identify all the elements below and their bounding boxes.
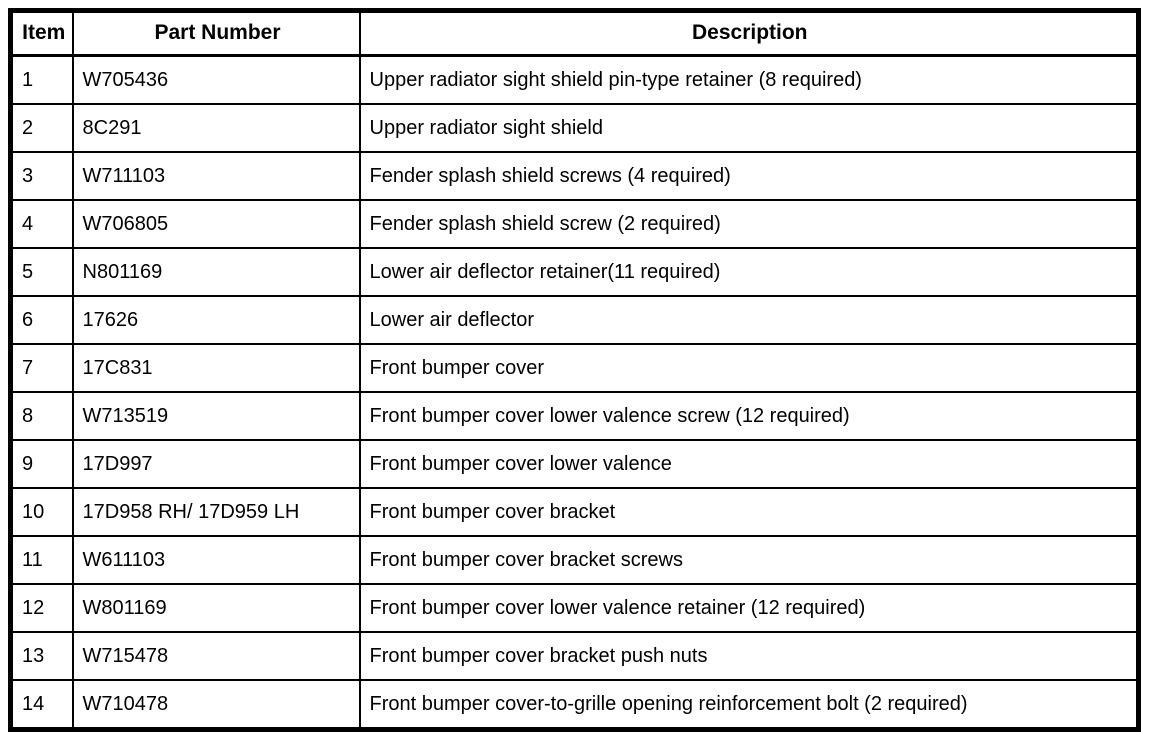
table-row xyxy=(11,248,1139,296)
cell-item: 5 xyxy=(11,248,73,296)
cell-part-number: 17D997 xyxy=(73,440,360,488)
cell-item: 11 xyxy=(11,536,73,584)
cell-description: Front bumper cover bracket screws xyxy=(360,536,1139,584)
cell-part-number: W713519 xyxy=(73,392,360,440)
cell-description: Fender splash shield screws (4 required) xyxy=(360,152,1139,200)
header-description: Description xyxy=(360,11,1139,56)
cell-description: Front bumper cover lower valence xyxy=(360,440,1139,488)
cell-item: 1 xyxy=(11,56,73,105)
cell-description: Lower air deflector xyxy=(360,296,1139,344)
table-row xyxy=(11,632,1139,680)
cell-part-number: W711103 xyxy=(73,152,360,200)
cell-item: 8 xyxy=(11,392,73,440)
cell-description: Fender splash shield screw (2 required) xyxy=(360,200,1139,248)
cell-part-number: W801169 xyxy=(73,584,360,632)
cell-part-number: W715478 xyxy=(73,632,360,680)
cell-part-number: W705436 xyxy=(73,56,360,105)
cell-item: 3 xyxy=(11,152,73,200)
cell-description: Front bumper cover bracket xyxy=(360,488,1139,536)
header-row xyxy=(11,11,1139,56)
cell-item: 10 xyxy=(11,488,73,536)
table-row xyxy=(11,440,1139,488)
table-row xyxy=(11,104,1139,152)
table-row xyxy=(11,344,1139,392)
cell-part-number: W611103 xyxy=(73,536,360,584)
cell-description: Front bumper cover bracket push nuts xyxy=(360,632,1139,680)
table-row xyxy=(11,56,1139,105)
header-item: Item xyxy=(11,11,73,56)
cell-part-number: 17626 xyxy=(73,296,360,344)
cell-item: 9 xyxy=(11,440,73,488)
table-row xyxy=(11,296,1139,344)
cell-description: Front bumper cover xyxy=(360,344,1139,392)
cell-item: 12 xyxy=(11,584,73,632)
cell-description: Front bumper cover lower valence screw (12 required) xyxy=(360,392,1139,440)
table-row xyxy=(11,392,1139,440)
cell-part-number: W710478 xyxy=(73,680,360,730)
cell-item: 2 xyxy=(11,104,73,152)
table-header xyxy=(11,11,1139,56)
cell-item: 4 xyxy=(11,200,73,248)
header-part-number: Part Number xyxy=(73,11,360,56)
table-row xyxy=(11,152,1139,200)
table-row xyxy=(11,584,1139,632)
cell-item: 7 xyxy=(11,344,73,392)
table-body xyxy=(11,56,1139,730)
cell-description: Upper radiator sight shield xyxy=(360,104,1139,152)
table-row xyxy=(11,680,1139,730)
cell-item: 13 xyxy=(11,632,73,680)
cell-item: 14 xyxy=(11,680,73,730)
table-row xyxy=(11,200,1139,248)
cell-part-number: W706805 xyxy=(73,200,360,248)
cell-part-number: N801169 xyxy=(73,248,360,296)
parts-table xyxy=(8,8,1141,732)
cell-part-number: 17D958 RH/ 17D959 LH xyxy=(73,488,360,536)
cell-description: Upper radiator sight shield pin-type retainer (8 required) xyxy=(360,56,1139,105)
table-row xyxy=(11,488,1139,536)
cell-item: 6 xyxy=(11,296,73,344)
parts-table-container xyxy=(8,8,1141,732)
cell-part-number: 8C291 xyxy=(73,104,360,152)
table-row xyxy=(11,536,1139,584)
cell-description: Front bumper cover lower valence retainer (12 required) xyxy=(360,584,1139,632)
cell-description: Lower air deflector retainer(11 required) xyxy=(360,248,1139,296)
cell-part-number: 17C831 xyxy=(73,344,360,392)
cell-description: Front bumper cover-to-grille opening reinforcement bolt (2 required) xyxy=(360,680,1139,730)
